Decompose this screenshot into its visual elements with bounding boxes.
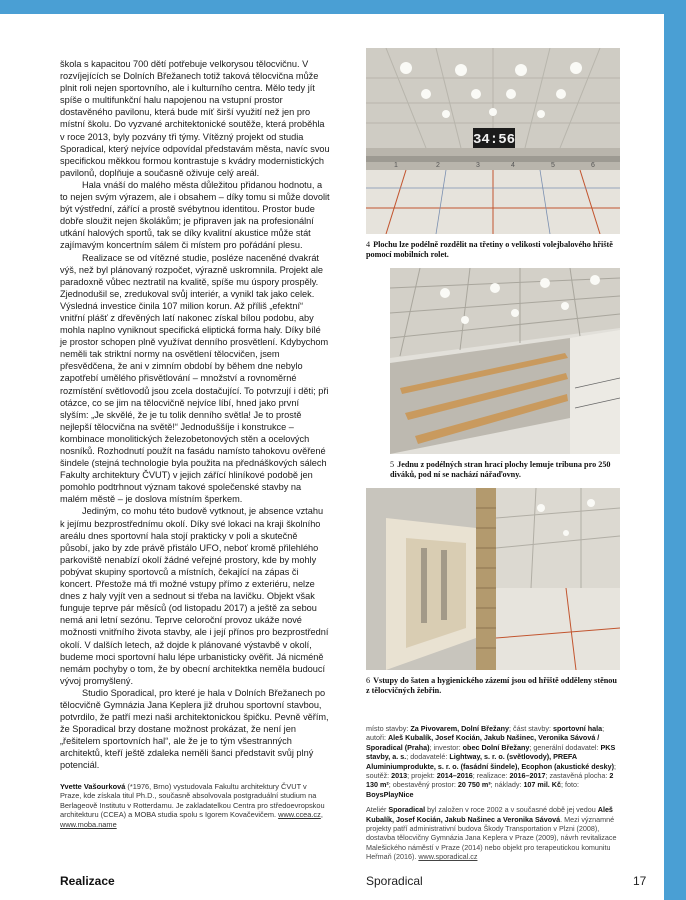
- article-paragraph: Jediným, co mohu této budově vytknout, je absence vztahu k jejímu bezprostřednímu okolí. Díky své lokaci na kraji školního areálu dnes sportovní hala stojí prakticky v poli a skutečně působí, jako by zde právě přistálo UFO, neboť kromě přilehlého parkoviště nenabízí okolí žádné veřejné prostory, kde by mohly pobývat skupiny sportovců a místních, čekající na zápas či koncert. Přestože má tři možné vstupy přímo z exteriéru, nelze dnes z haly vyjít ven a sednout si třeba na lavičku. Objekt však funguje teprve pár měsíců (od listopadu 2017) a ještě za sebou nemá ani letní sezónu. Teprve celoroční provoz ukáže nové možnosti vnitřního života stavby, ale i její přínos pro bezprostřední okolí. V dalších letech, až dojde k plánované výstavbě v okolí, budeme moci sportovní halu lépe urbanisticky ověřit. Já nicméně nemám pochyby o tom, že by obecní architektka neměla budoucí vývoj promyšlený.: [60, 506, 329, 686]
- page-number: 17: [633, 874, 647, 888]
- credit-text-run: ; dodavatelé:: [406, 752, 450, 762]
- court-number: 1: [394, 162, 398, 169]
- credit-text-run: 107 mil. Kč: [523, 780, 561, 790]
- project-credits: [366, 724, 624, 868]
- court-number: 3: [476, 162, 480, 169]
- credit-text-run: ; autoři:: [366, 724, 605, 743]
- top-frame-bar: [0, 0, 686, 14]
- photo-tribune: [390, 268, 620, 454]
- credit-text-run: ; investor:: [429, 742, 463, 752]
- credit-text-run: byl založen v roce 2002 a v současné době jej vedou: [425, 805, 598, 815]
- hall-overview-image: [366, 48, 620, 234]
- credit-text-run: 2 130 m²: [366, 771, 614, 790]
- credit-text-run: ; náklady:: [490, 780, 524, 790]
- link-separator: ,: [320, 810, 323, 820]
- court-number: 6: [591, 162, 595, 169]
- credit-text-run: Aleš Kubalík, Josef Kocián, Jakub Našinec a Veronika Sávová: [366, 805, 613, 824]
- credit-text-run: 2014–2016: [436, 771, 473, 781]
- figure-caption: Jednu z podélných stran hrací plochy lemuje tribuna pro 250 diváků, pod ní se nachází nářaďovny.: [390, 460, 611, 479]
- credit-text-run: PKS stavby, a. s.: [366, 742, 616, 762]
- figure-number: 4: [366, 240, 371, 249]
- author-bio: [60, 782, 330, 830]
- sporadical-link[interactable]: www.sporadical.cz: [418, 852, 478, 862]
- author-bio-text: (*1976, Brno) vystudovala Fakultu architektury ČVUT v Praze, kde získala titul Ph.D., současně absolvovala postgraduální studium na Berlageově Institutu v Rotterdamu. Je zakladatelkou Centra pro středoevropskou architekturu (CCEA) a MOBA studia spolu s Igorem Kovačevičem.: [60, 781, 325, 820]
- article-text-column: [60, 58, 330, 830]
- moba-link[interactable]: www.moba.name: [60, 819, 117, 829]
- caption-figure-6: [366, 676, 620, 696]
- credit-text-run: obec Dolní Břežany: [462, 742, 530, 752]
- article-paragraph: Hala vnáší do malého města důležitou přidanou hodnotu, a to nejen svým výrazem, ale i obsahem – díky tomu si může dovolit být výstřední, zářící a prostě svébytnou identitou. Prostor bude dobře sloužit nejen školákům; je připraven jak na profesionální utkání halových sportů, tak se díky kvalitní akustice může stát zajímavým koncertním sálem či místem pro pořádání plesu.: [60, 179, 330, 251]
- credit-text-run: 20 750 m³: [457, 780, 491, 790]
- credits-studio-info: [366, 805, 624, 861]
- credit-text-run: Za Pivovarem, Dolní Břežany: [410, 724, 510, 733]
- corridor-image: [366, 488, 620, 670]
- credit-text-run: Sporadical: [388, 805, 426, 815]
- credit-text-run: ; realizace:: [472, 771, 510, 781]
- credit-text-run: Lightway, s. r. o. (světlovody), PREFA Aluminiumprodukte, s. r. o. (fasádní šindele), Ecophon (akustické desky): [366, 752, 615, 771]
- caption-figure-4: [366, 240, 620, 260]
- credit-text-run: místo stavby:: [366, 724, 411, 733]
- credit-text-run: Aleš Kubalík, Josef Kocián, Jakub Našinec, Veronika Sávová / Sporadical (Praha): [366, 733, 600, 752]
- right-frame-bar: [664, 0, 686, 900]
- court-number: 2: [436, 162, 440, 169]
- credit-text-run: 2016–2017: [509, 771, 546, 781]
- magazine-page: [0, 14, 664, 900]
- author-name: Yvette Vašourková: [60, 781, 126, 791]
- article-paragraph: Realizace se od vítězné studie, posléze naceněné dvakrát výš, než byl plánovaný rozpočet, výrazně uskromnila. Projekt ale paradoxně vůbec neztratil na kvalitě, spíše mu úspory prospěly. Zjednodušil se, zredukoval svůj interiér, a vynikl tak jako celek. Výsledná investice činila 107 milion korun. Až příliš „efektní“ vnitřní plášť z dřevěných latí nakonec získal bílou podobu, aby mohla naplno vyniknout specifická eliptická forma haly. Díky bílé je prostor schopen plně využívat denního prosvětlení. Kdybychom neměli tak striktní normy na osvětlení tělocvičen, jsem přesvědčena, že ani v zimním období by během dne nebylo zapotřebí umělého přisvětlování – množství a rovnoměrné rozmístění světlovodů jsou zcela dostačující. To potvrzují i děti; při otázce, co se jim na tělocvičně nejvíce líbí, hned jako první slyším: „Je skvělé, že je tu tolik denního světla! Je to prostě nejlepší tělocvična na světě!“ Jednoduššíje i konstrukce – kombinace monolitických železobetonových stěn a ocelových nosníků. Rozhodnutí použít na fasádu namísto tahokovu ověřené šindele (stejná technologie byla použita na přednáškových sálech Fakulty architektury ČVUT) v jejich zářící hliníkové podobě jen pomohlo podtrhnout význam takové společenské stavby na malém městě – je doslova místním šperkem.: [60, 252, 329, 505]
- credit-text-run: . Mezi významné projekty patří administrativní budova Škody Transportation v Plzni (2008), dostavba tělocvičny Gymnázia Jana Keplera v Praze (2009), návrh revitalizace Malešického náměstí v Praze (2014) nebo objekt pro terapeutickou komunitu Heřmaň (2016).: [366, 814, 617, 862]
- photo-corridor: [366, 488, 620, 670]
- court-number: 5: [551, 162, 555, 169]
- scoreboard-value: 34:56: [472, 132, 516, 148]
- figure-caption: Plochu lze podélně rozdělit na třetiny o velikosti volejbalového hřiště pomocí mobilních rolet.: [366, 240, 613, 259]
- figure-number: 5: [390, 460, 395, 469]
- court-number: 4: [511, 162, 515, 169]
- credit-text-run: 2013: [391, 771, 408, 781]
- article-paragraph: Studio Sporadical, pro které je hala v Dolních Břežanech po tělocvičně Gymnázia Jana Keplera již druhou sportovní stavbou, potvrdilo, že patří mezi naši architektonickou špičku. Pevně věřím, že Sporadical brzy dostane možnost prokázat, že není jen „řešitelem sportovních hal“, ale že je to tým všestranných architektů, kteří ještě zdaleka neměli šanci představit svůj plný potenciál.: [60, 687, 329, 771]
- credit-text-run: sportovní hala: [552, 724, 603, 733]
- credits-project-data: [366, 724, 624, 799]
- credit-text-run: ; projekt:: [407, 771, 437, 781]
- tribune-image: [390, 268, 620, 454]
- credit-text-run: ; soutěž:: [366, 761, 617, 781]
- credit-text-run: ; obestavěný prostor:: [388, 780, 458, 790]
- caption-figure-5: [390, 460, 622, 480]
- credit-text-run: ; foto:: [561, 780, 579, 790]
- credit-text-run: Ateliér: [366, 805, 389, 815]
- footer-title: Sporadical: [366, 874, 423, 888]
- figure-caption: Vstupy do šaten a hygienického zázemí jsou od hřiště odděleny stěnou z tělocvičných žebřin.: [366, 676, 617, 695]
- article-paragraph: škola s kapacitou 700 dětí potřebuje velkorysou tělocvičnu. V rozvíjejících se Dolních Břežanech totiž taková tělocvična může plnit roli nejen sportovního, ale i kulturního centra. Mělo tedy jít spíše o multifunkční halu napojenou na vstupní prostor dostavěného pavilonu, která bude míť širší využití než jen pro místní školu. Do vyzvané architektonické soutěže, která proběhla v roce 2013, byly pozvány tři týmy. Vítězný projekt od studia Sporadical, který nejvíce odpovídal představám města, navíc svou specifickou měkkou formou kontrastuje s kvádry modernistických pavilonů, doplňuje a současně oživuje celý areál.: [60, 59, 330, 178]
- footer-section: Realizace: [60, 874, 115, 888]
- figure-number: 6: [366, 676, 371, 685]
- photo-hall-overview: [366, 48, 620, 234]
- ccea-link[interactable]: www.ccea.cz: [278, 810, 321, 820]
- credit-text-run: BoysPlayNice: [366, 789, 414, 799]
- credit-text-run: ; část stavby:: [509, 724, 553, 733]
- credit-text-run: ; generální dodavatel:: [529, 742, 601, 752]
- credit-text-run: ; zastavěná plocha:: [545, 771, 610, 781]
